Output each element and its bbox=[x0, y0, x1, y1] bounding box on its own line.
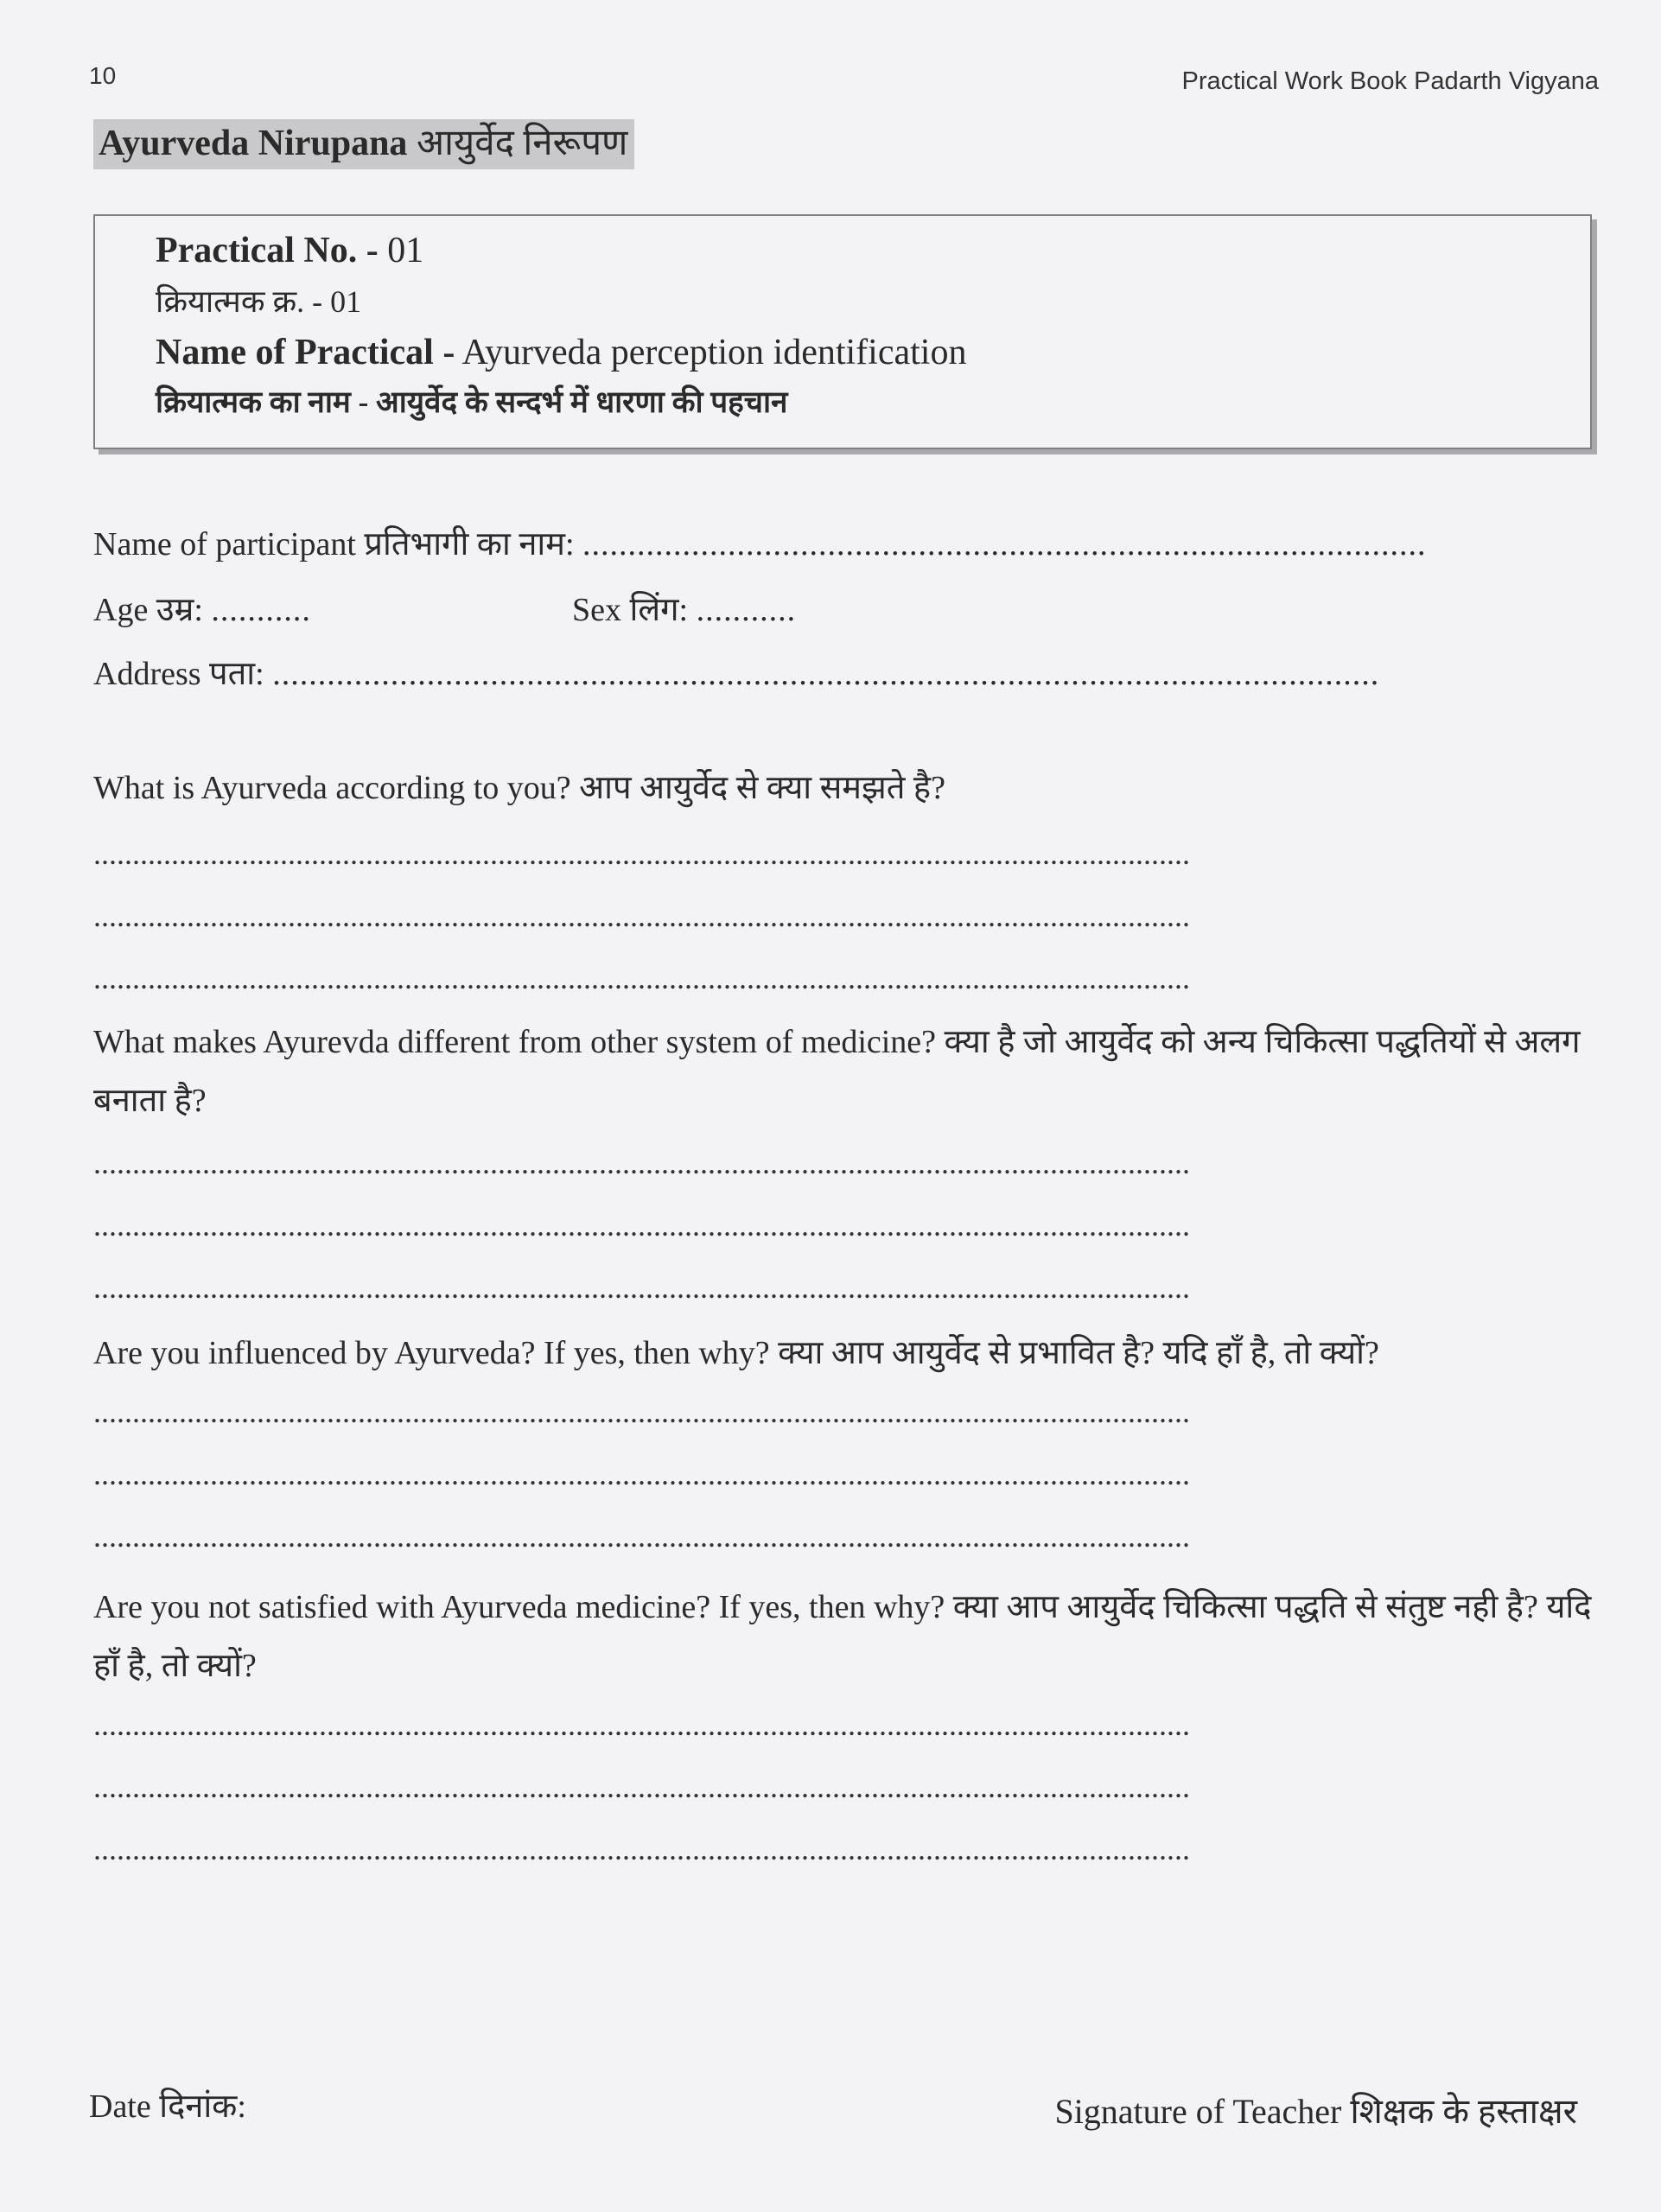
practical-info-box bbox=[93, 214, 1592, 449]
answer-line[interactable]: ............................................................................................................................................. bbox=[93, 1208, 1190, 1243]
page-number: 10 bbox=[89, 62, 117, 89]
address-blank[interactable]: .......................................................................................................................... bbox=[272, 656, 1380, 692]
practical-number-label-hi: क्रियात्मक क्र. - bbox=[156, 284, 323, 319]
answer-line[interactable]: ............................................................................................................................................. bbox=[93, 1146, 1190, 1180]
sex-label: Sex लिंग: bbox=[572, 592, 689, 628]
sex-field[interactable] bbox=[572, 586, 796, 631]
answer-line[interactable]: ............................................................................................................................................. bbox=[93, 1770, 1190, 1804]
practical-number-label: Practical No. - bbox=[156, 231, 379, 270]
practical-name-hi: क्रियात्मक का नाम - आयुर्वेद के सन्दर्भ में धारणा की पहचान bbox=[156, 385, 788, 419]
practical-name bbox=[156, 327, 1573, 378]
section-heading-en: Ayurveda Nirupana bbox=[99, 124, 408, 163]
address-label: Address पता: bbox=[93, 656, 264, 692]
sex-blank[interactable]: ........... bbox=[696, 592, 797, 628]
participant-name-blank[interactable]: ............................................................................................. bbox=[582, 526, 1427, 563]
question-2: What makes Ayurevda different from other system of medicine? क्या है जो आयुर्वेद को अन्य चिकित्सा पद्धतियों से अलग बनाता है? bbox=[93, 1024, 1581, 1119]
practical-number bbox=[156, 225, 1573, 276]
age-blank[interactable]: ........... bbox=[211, 592, 311, 628]
practical-name-label: Name of Practical - bbox=[156, 333, 455, 372]
participant-name-field[interactable] bbox=[93, 520, 1427, 565]
practical-number-hi bbox=[156, 276, 1573, 327]
age-field[interactable] bbox=[93, 586, 311, 631]
practical-number-value-hi: 01 bbox=[330, 284, 362, 319]
practical-name-value: Ayurveda perception identification bbox=[461, 333, 967, 372]
answer-line[interactable]: ............................................................................................................................................. bbox=[93, 1519, 1190, 1554]
answer-line[interactable]: ............................................................................................................................................. bbox=[93, 899, 1190, 933]
section-heading-hi: आयुर्वेद निरूपण bbox=[416, 124, 628, 163]
section-heading bbox=[93, 119, 634, 169]
answer-line[interactable]: ............................................................................................................................................. bbox=[93, 1832, 1190, 1866]
answer-line[interactable]: ............................................................................................................................................. bbox=[93, 1707, 1190, 1742]
book-title: Practical Work Book Padarth Vigyana bbox=[1181, 67, 1599, 95]
answer-line[interactable]: ............................................................................................................................................. bbox=[93, 836, 1190, 871]
question-3: Are you influenced by Ayurveda? If yes, then why? क्या आप आयुर्वेद से प्रभावित है? यदि हाँ है, तो क्यों? bbox=[93, 1335, 1379, 1371]
participant-name-label: Name of participant प्रतिभागी का नाम: bbox=[93, 526, 575, 563]
answer-line[interactable]: ............................................................................................................................................. bbox=[93, 1270, 1190, 1305]
answer-line[interactable]: ............................................................................................................................................. bbox=[93, 961, 1190, 995]
answer-line[interactable]: ............................................................................................................................................. bbox=[93, 1395, 1190, 1429]
age-label: Age उम्र: bbox=[93, 592, 203, 628]
answer-line[interactable]: ............................................................................................................................................. bbox=[93, 1457, 1190, 1491]
teacher-signature-label: Signature of Teacher शिक्षक के हस्ताक्षर bbox=[1054, 2092, 1577, 2131]
address-field[interactable] bbox=[93, 650, 1379, 695]
practical-number-value: 01 bbox=[387, 231, 424, 270]
date-label: Date दिनांक: bbox=[89, 2088, 246, 2125]
question-4: Are you not satisfied with Ayurveda medicine? If yes, then why? क्या आप आयुर्वेद चिकित्सा पद्धति से संतुष्ट नही है? यदि हाँ है, तो क्यों? bbox=[93, 1589, 1592, 1684]
question-1: What is Ayurveda according to you? आप आयुर्वेद से क्या समझते है? bbox=[93, 770, 945, 806]
